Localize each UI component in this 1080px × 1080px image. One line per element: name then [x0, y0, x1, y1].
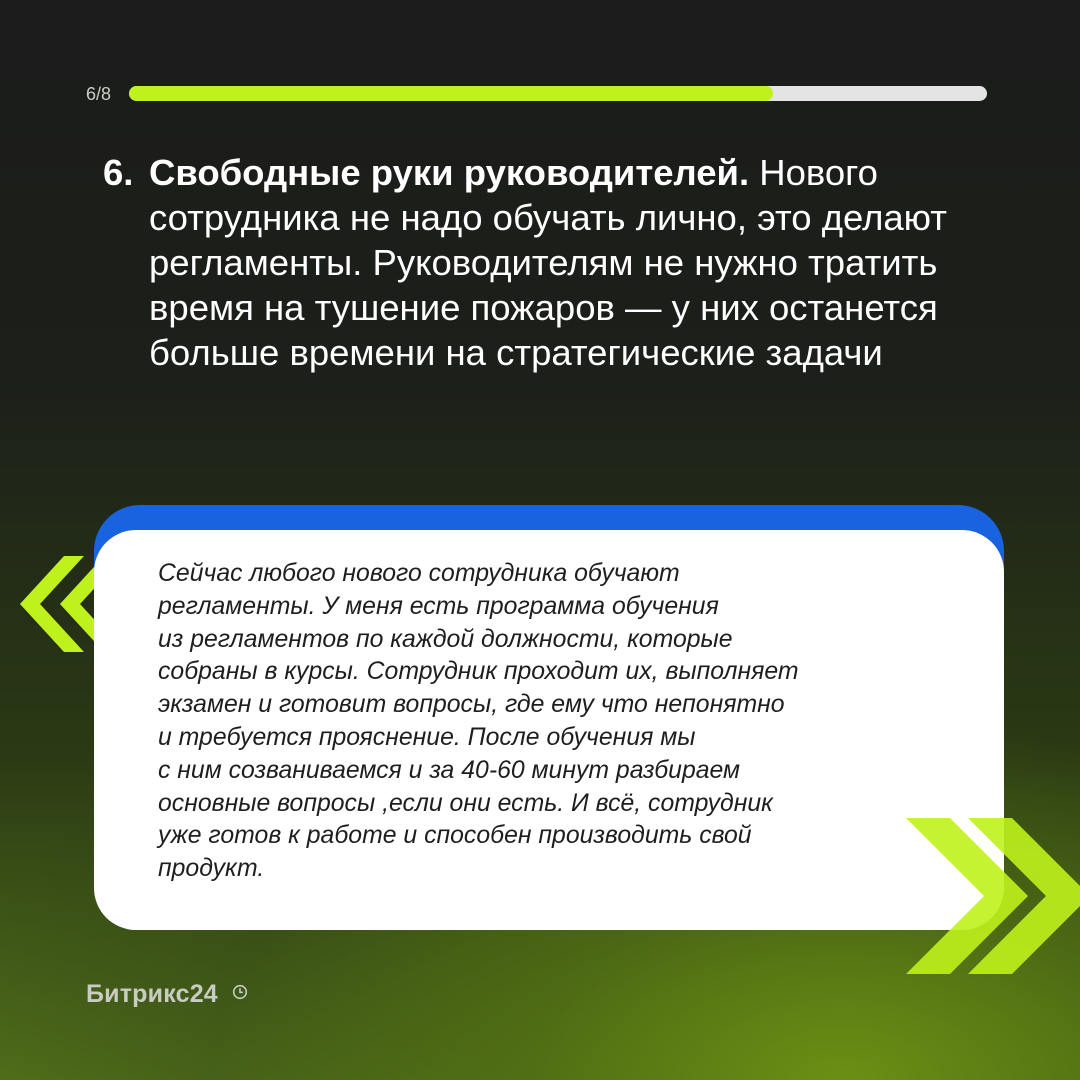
quote-line: собраны в курсы. Сотрудник проходит их, выполняет	[158, 658, 799, 686]
quote-text	[158, 558, 978, 886]
quote-line: экзамен и готовит вопросы, где ему что непонятно	[158, 691, 785, 719]
point-body: Нового сотрудника не надо обучать лично, это делают регламенты. Руководителям не нужно тратить время на тушение пожаров — у них останется больше времени на стратегические задачи	[149, 152, 947, 373]
quote-line: с ним созваниваемся и за 40-60 минут разбираем	[158, 756, 741, 784]
quote-line: и требуется прояснение. После обучения мы	[158, 723, 696, 751]
progress-bar-fill	[129, 86, 773, 101]
quote-line: уже готов к работе и способен производить свой	[158, 822, 752, 850]
brand-logo: Битрикс24	[86, 980, 218, 1008]
quote-line: из регламентов по каждой должности, которые	[158, 625, 733, 653]
point-block	[103, 150, 1023, 375]
progress-bar	[129, 86, 987, 101]
point-text	[149, 150, 1023, 375]
quote-line: основные вопросы ,если они есть. И всё, сотрудник	[158, 789, 773, 817]
point-title: Свободные руки руководителей.	[149, 152, 750, 193]
slide-counter: 6/8	[86, 84, 112, 104]
quote-line: регламенты. У меня есть программа обучения	[158, 592, 719, 620]
point-number: 6.	[103, 152, 134, 193]
quote-line: продукт.	[158, 855, 265, 883]
clock-icon	[232, 984, 248, 1000]
quote-line: Сейчас любого нового сотрудника обучают	[158, 560, 680, 587]
double-chevron-right-icon	[896, 804, 1080, 988]
